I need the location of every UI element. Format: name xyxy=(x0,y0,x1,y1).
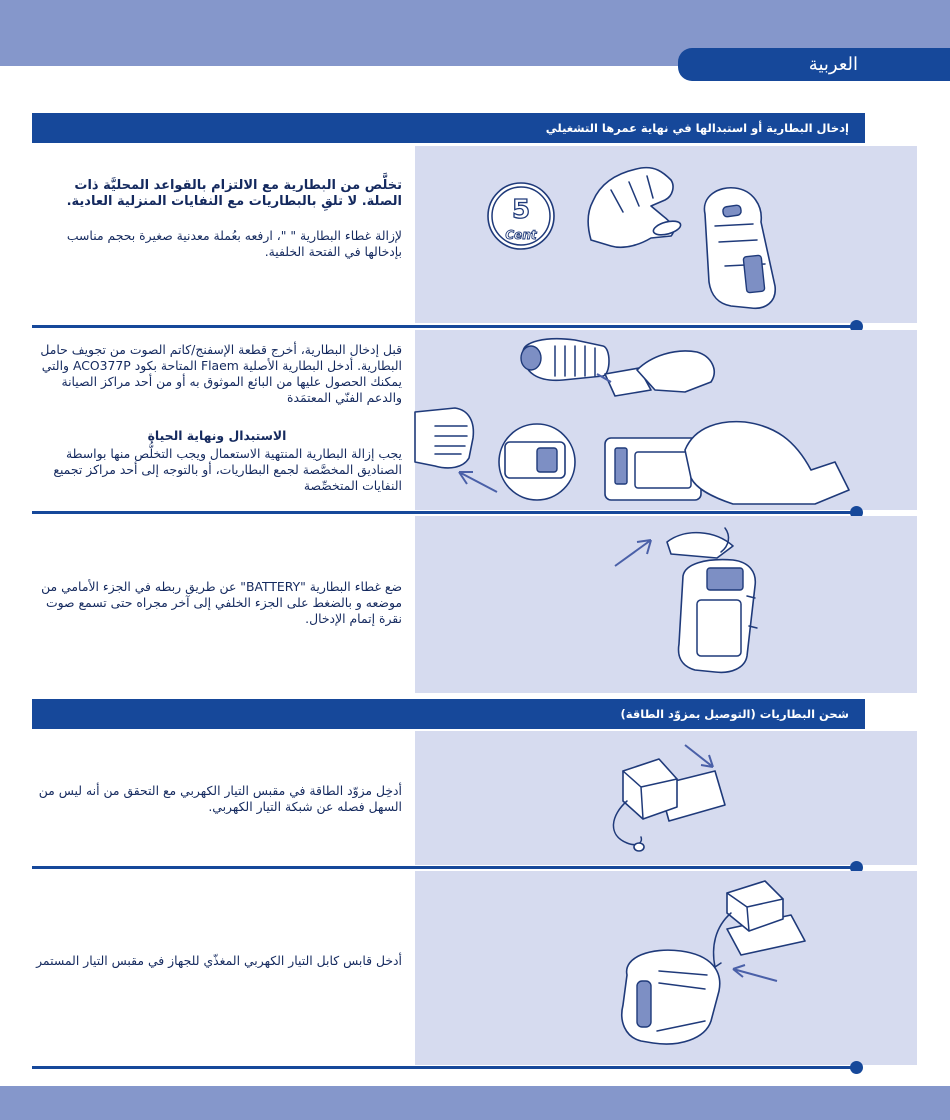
disposal-title: الاستبدال ونهاية الحياة xyxy=(147,428,287,443)
section-header-charging: شحن البطاريات (التوصيل بمزوّد الطاقة) xyxy=(32,699,865,729)
step3-instruction-text: ضع غطاء البطارية "BATTERY" عن طريق ربطه في الجزء الأمامي من موضعه و بالضغط على الجزء الخلفي إلى آخر مجراه حتى تسمع صوت نقرة إتمام الإدخال. xyxy=(41,579,402,626)
step1-warning-text: تخلَّص من البطارية مع الالتزام بالقواعد المحليَّة ذات الصلة. لا تلقِ بالبطاريات مع النفايات المنزلية العادية. xyxy=(66,178,402,209)
step4-instruction-text: أدخِل مزوّد الطاقة في مقبس التيار الكهربي مع التحقق من أنه ليس من السهل فصله عن شبكة التيار الكهربي. xyxy=(38,783,402,814)
hand-icon-3 xyxy=(685,422,849,504)
step5-divider xyxy=(32,1066,858,1069)
battery-cover-icon xyxy=(667,533,733,558)
insert-arrow xyxy=(615,540,651,566)
step1-instruction-text: لإزالة غطاء البطارية " "، ارفعه بعُملة معدنية صغيرة بحجم مناسب بإدخالها في الفتحة الخلفية. xyxy=(66,228,402,259)
step2-illustration xyxy=(415,330,917,510)
step5-illustration xyxy=(415,871,917,1065)
step1-illustration xyxy=(415,146,917,323)
bottom-band xyxy=(0,1086,950,1120)
step5-instruction-text: أدخل قابس كابل التيار الكهربي المغذّي للجهاز في مقبس التيار المستمر xyxy=(36,953,402,968)
step5-divider-dot xyxy=(850,1061,863,1074)
step1-divider xyxy=(32,325,858,328)
step4-divider xyxy=(32,866,858,869)
coin-value: 5 xyxy=(511,195,531,225)
step4-illustration xyxy=(415,731,917,865)
power-adapter-icon xyxy=(623,759,677,819)
device-end-icon xyxy=(415,408,473,468)
disposal-text: يجب إزالة البطارية المنتهية الاستعمال ويجب التخلُّص منها بواسطة الصناديق المخصَّصة لجمع البطاريات، أو بالتوجه إلى أحد مراكز تجميع النفايات المتخصِّصة xyxy=(53,446,402,493)
step2-instruction-text: قبل إدخال البطارية، أخرج قطعة الإسفنج/كاتم الصوت من تجويف حامل البطارية. أدخل البطارية الأصلية Flaem المتاحة بكود ACO377P والتي يمكنك الحصول عليها من البائع الموثوق به أو من أحد مراكز الصيانة والدعم الفنّي المعتمَدة xyxy=(40,342,402,405)
coin-unit: Cent xyxy=(505,228,537,242)
step2-divider xyxy=(32,511,858,514)
section-header-insert-battery: إدخال البطارية أو استبدالها في نهاية عمرها التشغيلي xyxy=(32,113,865,143)
step3-illustration xyxy=(415,516,917,693)
language-tab xyxy=(678,48,950,81)
language-label: العربية xyxy=(808,54,858,75)
